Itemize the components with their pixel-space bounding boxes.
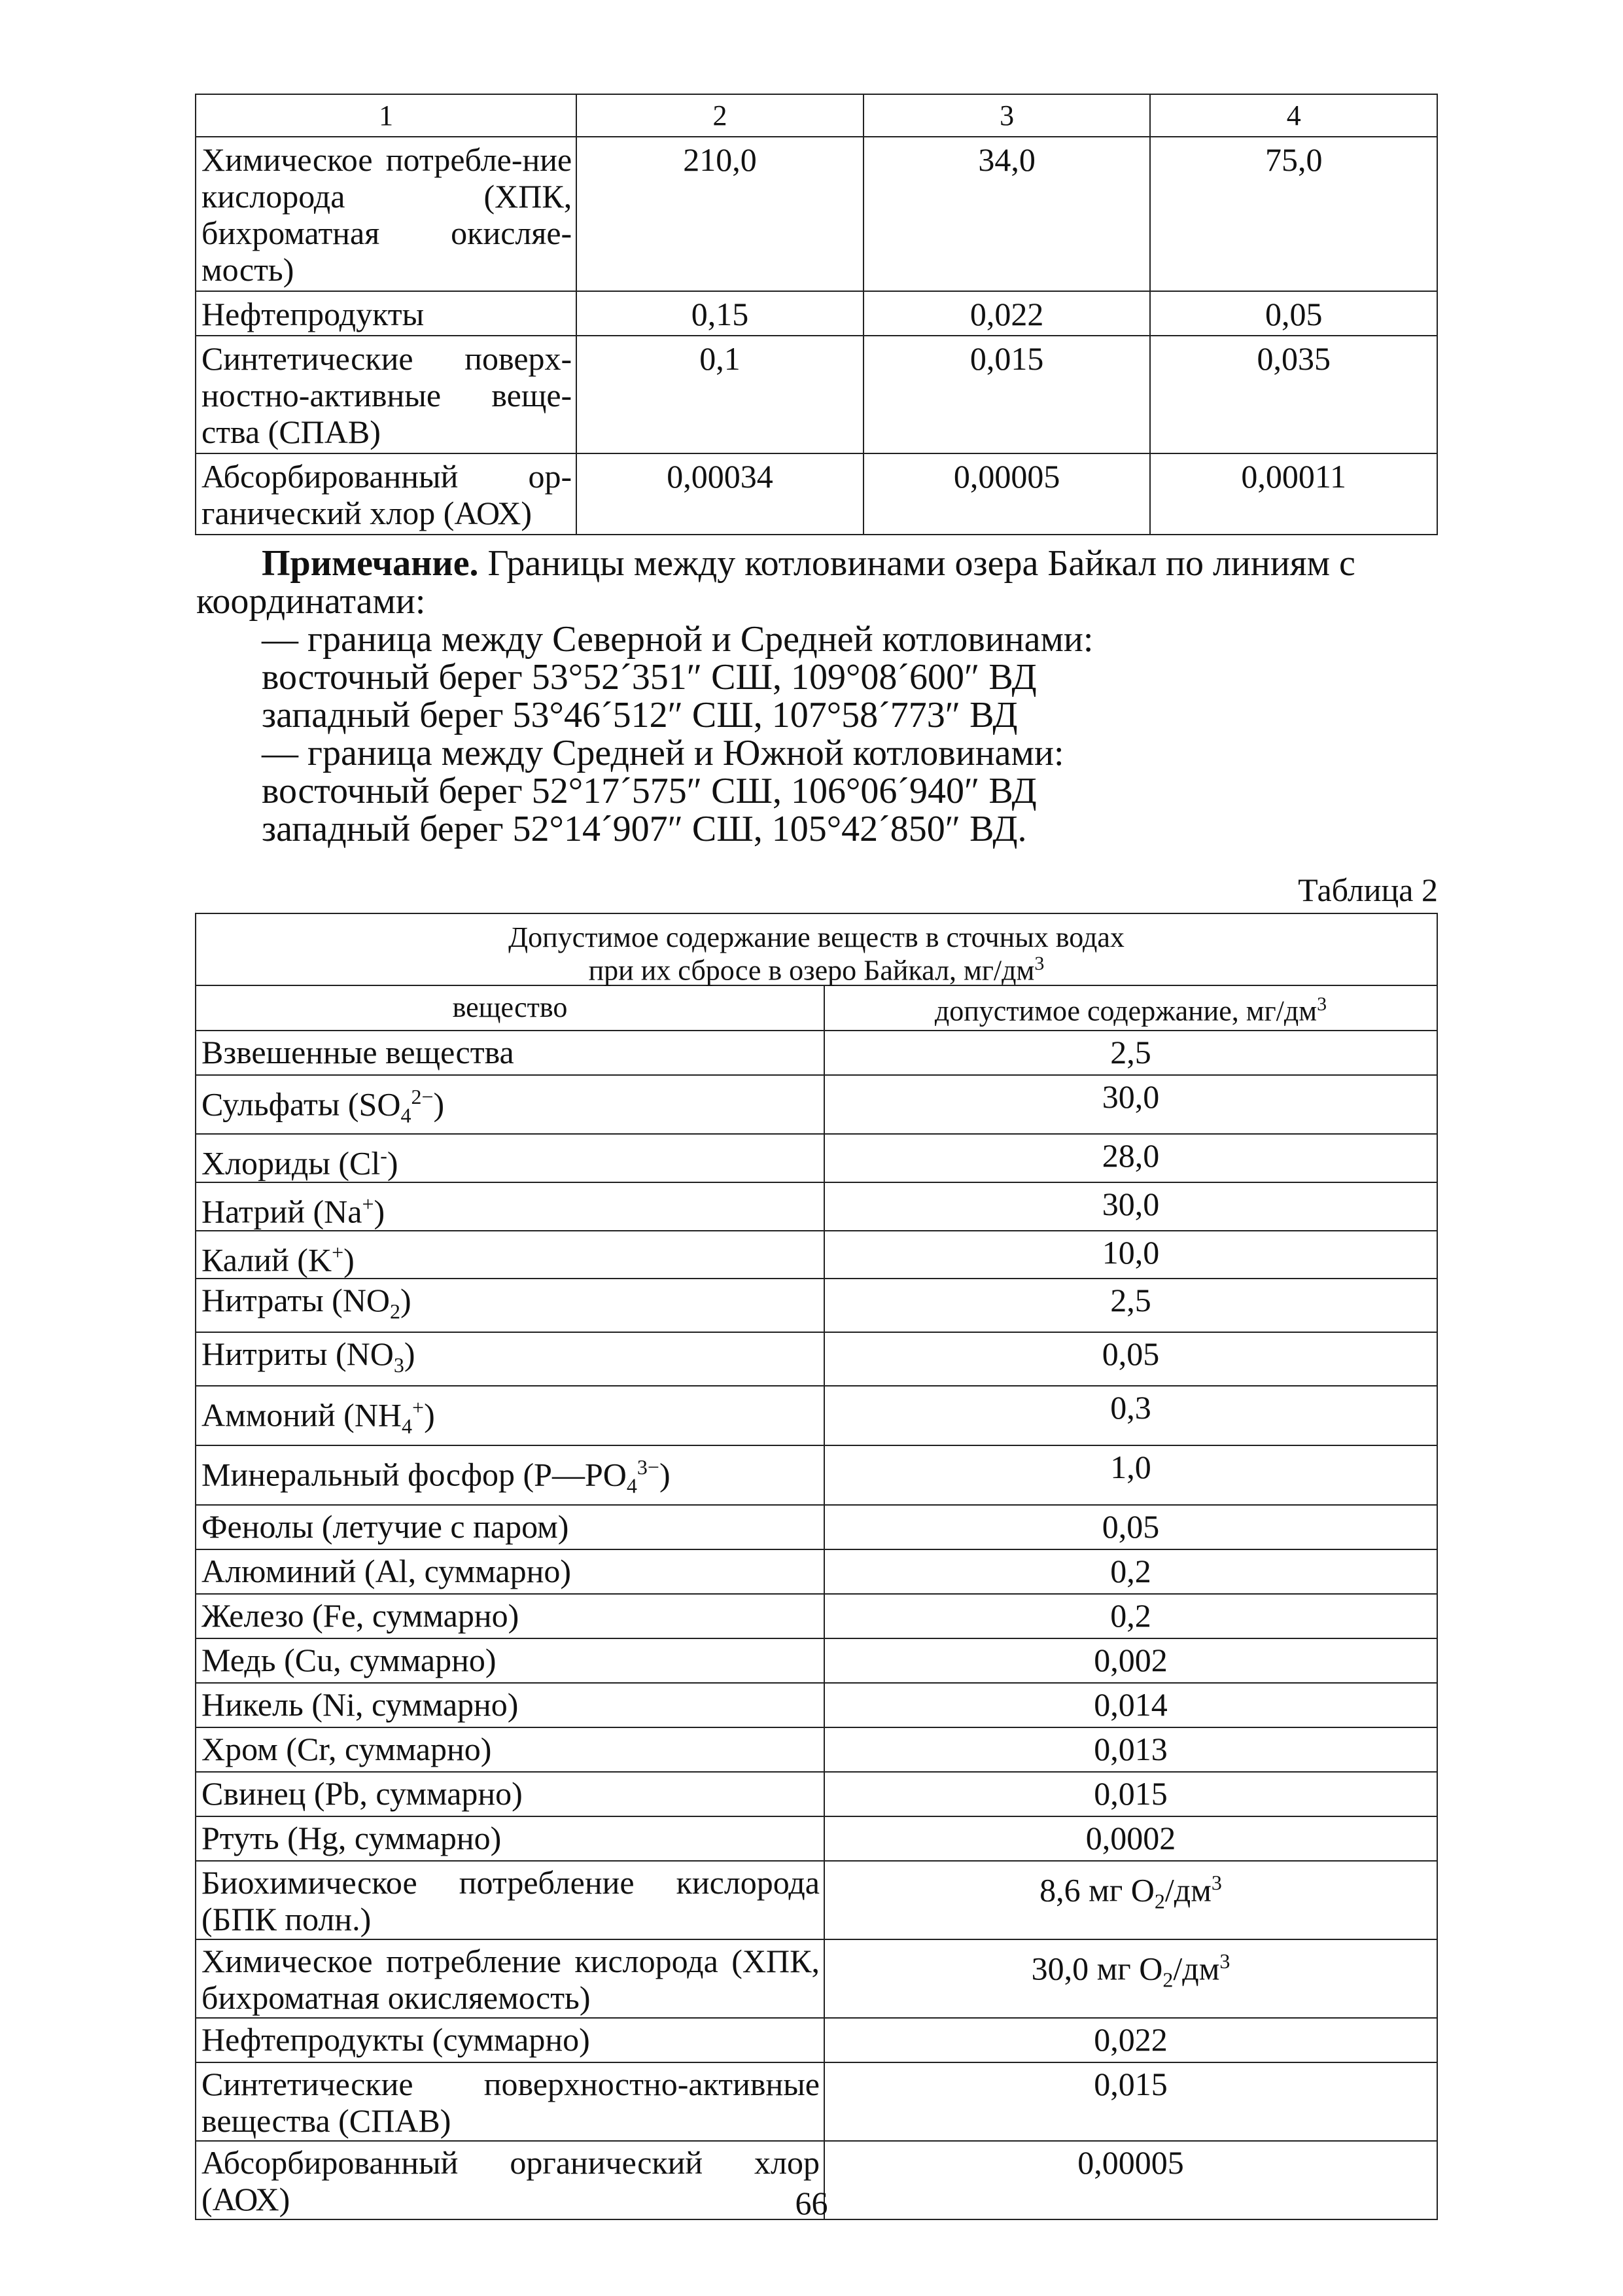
table-row	[196, 291, 1437, 336]
allowed-value: 1,0	[824, 1445, 1437, 1505]
substance-name: Сульфаты $(SO_4^{2-})$	[196, 1075, 824, 1135]
allowed-value: 0,0002	[824, 1816, 1437, 1861]
allowed-value: 0,013	[824, 1727, 1437, 1772]
note-intro: Границы между котловинами озера Байкал по линиям с	[478, 543, 1355, 584]
table-row	[196, 1683, 1437, 1727]
allowed-value: 0,014	[824, 1683, 1437, 1727]
cell-value: 0,022	[864, 291, 1151, 336]
allowed-value: 0,015	[824, 1772, 1437, 1816]
table-row	[196, 1134, 1437, 1182]
cell-value: 34,0	[864, 137, 1151, 291]
allowed-value: 0,00005	[824, 2141, 1437, 2219]
table-row	[196, 1445, 1437, 1505]
substance-name: Медь (Cu, суммарно)	[196, 1638, 824, 1683]
table-row	[196, 2018, 1437, 2062]
table-row	[196, 453, 1437, 535]
col-header-4: 4	[1150, 94, 1437, 137]
allowed-value: 0,05	[824, 1505, 1437, 1549]
allowed-value: 28,0	[824, 1134, 1437, 1182]
table-row	[196, 1332, 1437, 1386]
substance-name: Калий (K+)	[196, 1231, 824, 1279]
table-row	[196, 1386, 1437, 1445]
col-header-substance: вещество	[196, 985, 824, 1031]
table-row	[196, 1549, 1437, 1594]
allowed-content-table	[195, 913, 1438, 2220]
table-title-line-2: при их сбросе в озеро Байкал, $мг/дм^3$	[588, 953, 1045, 987]
col-header-allowed: допустимое содержание, $мг/дм^3$	[824, 985, 1437, 1031]
substance-name: Нитриты $(NO_3)$	[196, 1332, 824, 1386]
substance-name: Железо (Fe, суммарно)	[196, 1594, 824, 1638]
table-row	[196, 1594, 1437, 1638]
cell-value: 210,0	[576, 137, 864, 291]
row-name: Нефтепродукты	[196, 291, 576, 336]
page-number: 66	[795, 2185, 828, 2221]
table-header-row	[196, 985, 1437, 1031]
substance-name: Фенолы (летучие с паром)	[196, 1505, 824, 1549]
cell-value: 0,1	[576, 336, 864, 453]
substance-name: Нефтепродукты (суммарно)	[196, 2018, 824, 2062]
table-row	[196, 1861, 1437, 1939]
cell-value: 0,05	[1150, 291, 1437, 336]
cell-value: 0,00011	[1150, 453, 1437, 535]
table-row	[196, 1939, 1437, 2018]
note-intro-continuation: координатами:	[196, 581, 426, 622]
col-header-1: 1	[196, 94, 576, 137]
allowed-value: 0,3	[824, 1386, 1437, 1445]
table-row	[196, 2062, 1437, 2141]
note-line: восточный берег 53°52´351″ СШ, 109°08´600″ ВД	[262, 657, 1037, 698]
allowed-value: 30,0	[824, 1075, 1437, 1135]
substance-name: Биохимическое потребление кислорода (БПК полн.)	[196, 1861, 824, 1939]
substance-name: Хлориды (Cl-)	[196, 1134, 824, 1182]
allowed-value: 0,022	[824, 2018, 1437, 2062]
note-line: западный берег 52°14´907″ СШ, 105°42´850″ ВД.	[262, 809, 1027, 849]
row-name: Химическое потребле-ние кислорода (ХПК, бихроматная окисляе-мость)	[196, 137, 576, 291]
cell-value: 75,0	[1150, 137, 1437, 291]
substance-name: Химическое потребление кислорода (ХПК, бихроматная окисляемость)	[196, 1939, 824, 2018]
note-line: восточный берег 52°17´575″ СШ, 106°06´940″ ВД	[262, 771, 1037, 811]
note-label: Примечание.	[262, 543, 479, 584]
substance-name: Алюминий (Al, суммарно)	[196, 1549, 824, 1594]
substance-name: Свинец (Pb, суммарно)	[196, 1772, 824, 1816]
substance-name: Хром (Cr, суммарно)	[196, 1727, 824, 1772]
table-caption: Таблица 2	[1298, 872, 1438, 908]
table-row	[196, 1182, 1437, 1231]
col-header-2: 2	[576, 94, 864, 137]
substance-name: Абсорбированный органический хлор (АОХ)	[196, 2141, 824, 2219]
table-row	[196, 1279, 1437, 1332]
note-line: западный берег 53°46´512″ СШ, 107°58´773″ ВД	[262, 695, 1018, 735]
cell-value: 0,015	[864, 336, 1151, 453]
allowed-value: 2,5	[824, 1279, 1437, 1332]
note-line: — граница между Средней и Южной котловинами:	[262, 733, 1064, 773]
cell-value: 0,00034	[576, 453, 864, 535]
table-row	[196, 1231, 1437, 1279]
table-row	[196, 1505, 1437, 1549]
note-line: — граница между Северной и Средней котловинами:	[262, 619, 1094, 660]
allowed-value: 30,0	[824, 1182, 1437, 1231]
table-row	[196, 1816, 1437, 1861]
allowed-value: 10,0	[824, 1231, 1437, 1279]
table-row	[196, 1772, 1437, 1816]
cell-value: 0,035	[1150, 336, 1437, 453]
note-first-line	[262, 544, 1355, 582]
cell-value: 0,00005	[864, 453, 1151, 535]
table-title	[196, 913, 1437, 985]
allowed-value: 2,5	[824, 1031, 1437, 1075]
table-row	[196, 336, 1437, 453]
substance-name: Натрий (Na+)	[196, 1182, 824, 1231]
row-name: Синтетические поверх-ностно-активные веще-ства (СПАВ)	[196, 336, 576, 453]
allowed-value: 0,002	[824, 1638, 1437, 1683]
substance-name: Ртуть (Hg, суммарно)	[196, 1816, 824, 1861]
row-name: Абсорбированный ор-ганический хлор (АОХ)	[196, 453, 576, 535]
table-body	[196, 1031, 1437, 2219]
substance-name: Минеральный фосфор $(P—PO_4^{3-})$	[196, 1445, 824, 1505]
table-header-row	[196, 94, 1437, 137]
substance-name: Синтетические поверхностно-активные вещества (СПАВ)	[196, 2062, 824, 2141]
table-title-row	[196, 913, 1437, 985]
table-row	[196, 137, 1437, 291]
table-row	[196, 1075, 1437, 1135]
allowed-value: 8,6 мг $O_2/дм^3$	[824, 1861, 1437, 1939]
substance-name: Никель (Ni, суммарно)	[196, 1683, 824, 1727]
table-row	[196, 1638, 1437, 1683]
allowed-value: 0,05	[824, 1332, 1437, 1386]
substance-name: Нитраты $(NO_2)$	[196, 1279, 824, 1332]
allowed-value: 0,2	[824, 1549, 1437, 1594]
col-header-3: 3	[864, 94, 1151, 137]
allowed-value: 0,015	[824, 2062, 1437, 2141]
table-continuation	[195, 94, 1438, 535]
allowed-value: 30,0 мг $O_2/дм^3$	[824, 1939, 1437, 2018]
allowed-value: 0,2	[824, 1594, 1437, 1638]
cell-value: 0,15	[576, 291, 864, 336]
table-row	[196, 1727, 1437, 1772]
table-row	[196, 1031, 1437, 1075]
substance-name: Аммоний $(NH_4^+)$	[196, 1386, 824, 1445]
substance-name: Взвешенные вещества	[196, 1031, 824, 1075]
table-title-line: Допустимое содержание веществ в сточных водах	[508, 921, 1125, 953]
